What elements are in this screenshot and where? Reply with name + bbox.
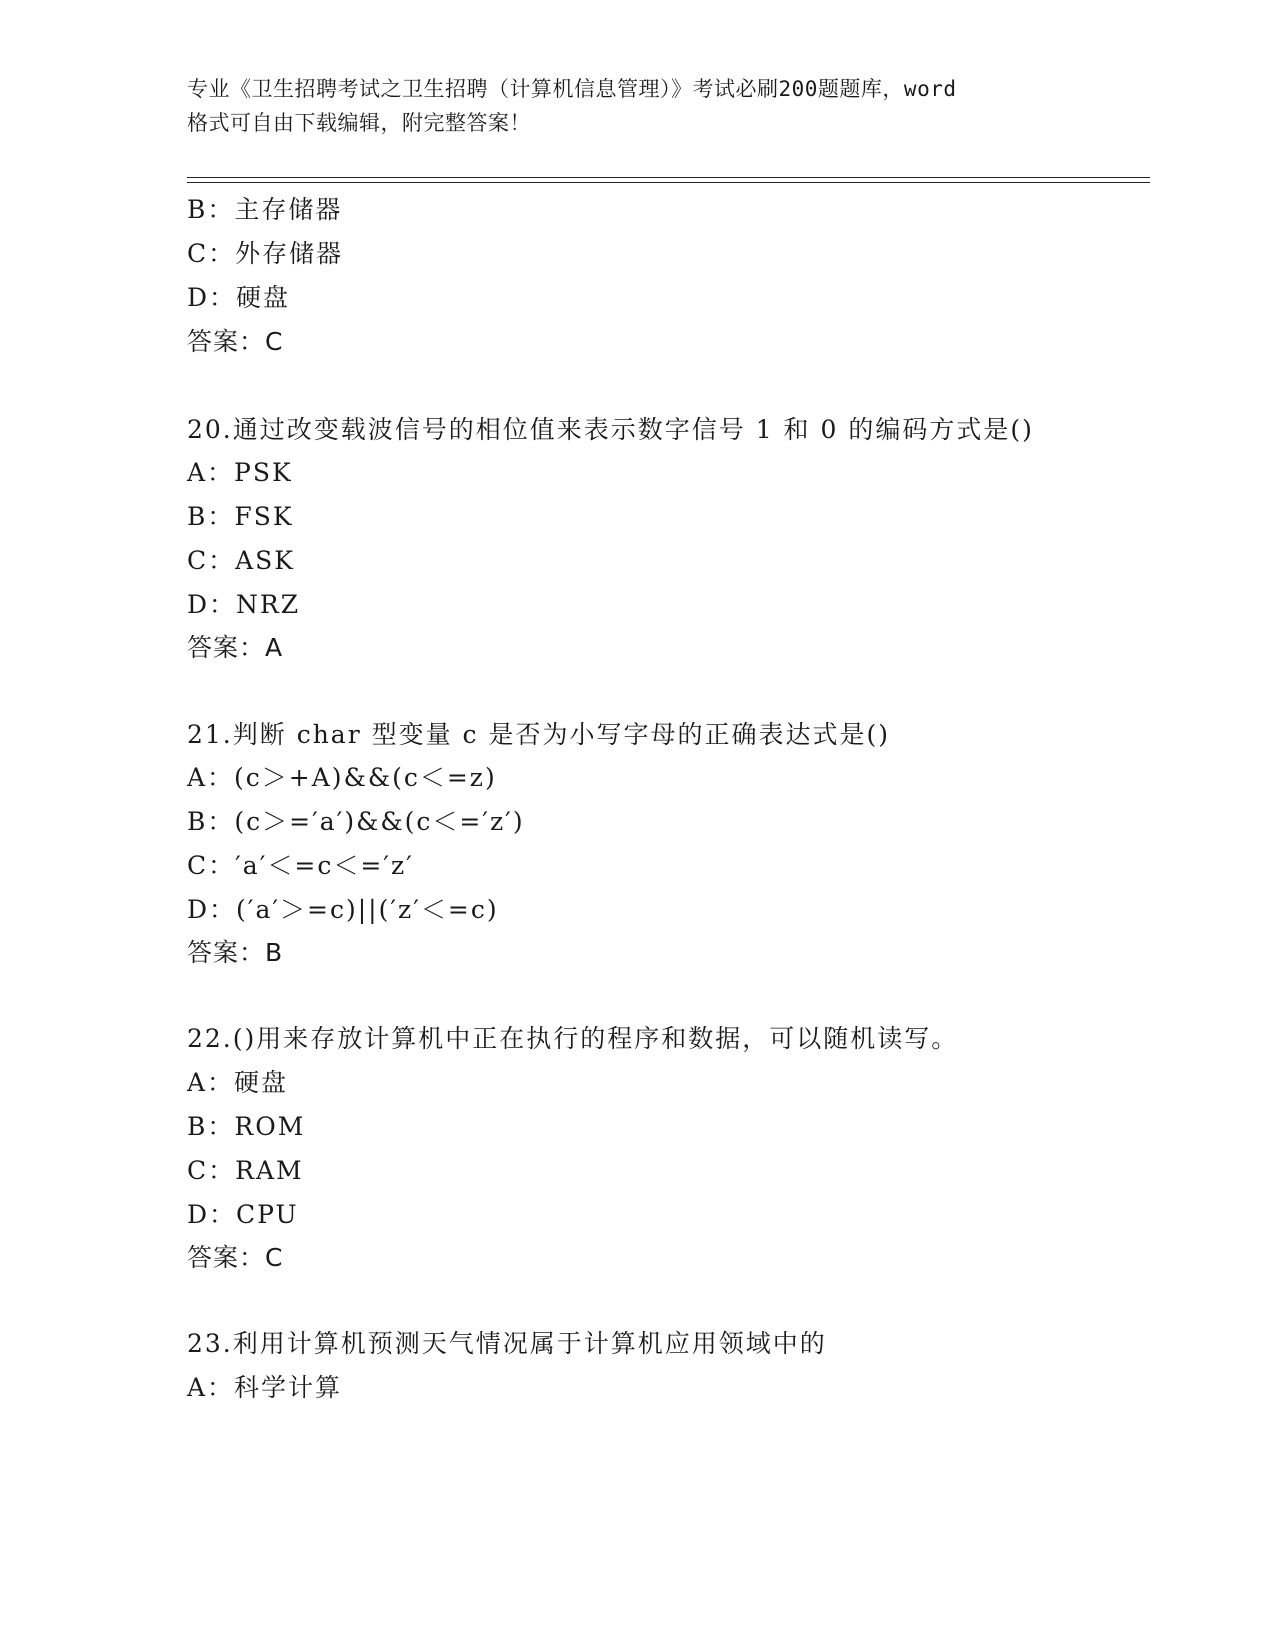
option-20-c: C：ASK xyxy=(187,546,295,575)
option-20-b: B：FSK xyxy=(187,502,294,531)
header-line-1: 专业《卫生招聘考试之卫生招聘（计算机信息管理）》考试必刷200题题库，word xyxy=(187,77,957,101)
option-21-a: A：(c＞+A)&&(c＜=z) xyxy=(187,763,497,792)
option-22-a: A：硬盘 xyxy=(187,1068,289,1097)
option-19-b: B：主存储器 xyxy=(187,195,343,224)
answer-20: 答案：A xyxy=(187,633,284,662)
option-23-a: A：科学计算 xyxy=(187,1373,343,1402)
option-20-d: D：NRZ xyxy=(187,590,301,619)
option-22-b: B：ROM xyxy=(187,1112,306,1141)
page-header xyxy=(187,72,1107,140)
option-22-d: D：CPU xyxy=(187,1200,299,1229)
option-21-d: D：(′a′＞=c)||(′z′＜=c) xyxy=(187,895,499,924)
option-19-d: D：硬盘 xyxy=(187,283,291,312)
question-20: 20.通过改变载波信号的相位值来表示数字信号 1 和 0 的编码方式是() xyxy=(187,415,1034,444)
answer-21: 答案：B xyxy=(187,938,284,967)
option-21-b: B：(c＞=′a′)&&(c＜=′z′) xyxy=(187,807,525,836)
answer-22: 答案：C xyxy=(187,1243,284,1272)
header-divider-top xyxy=(187,177,1150,178)
header-divider-bottom xyxy=(187,182,1150,183)
question-21: 21.判断 char 型变量 c 是否为小写字母的正确表达式是() xyxy=(187,720,891,749)
question-22: 22.()用来存放计算机中正在执行的程序和数据，可以随机读写。 xyxy=(187,1024,959,1053)
option-22-c: C：RAM xyxy=(187,1156,304,1185)
option-20-a: A：PSK xyxy=(187,458,293,487)
option-19-c: C：外存储器 xyxy=(187,239,344,268)
option-21-c: C：′a′＜=c＜=′z′ xyxy=(187,851,414,880)
header-line-2: 格式可自由下载编辑，附完整答案！ xyxy=(187,111,531,135)
answer-19: 答案：C xyxy=(187,327,284,356)
question-23: 23.利用计算机预测天气情况属于计算机应用领域中的 xyxy=(187,1329,827,1358)
